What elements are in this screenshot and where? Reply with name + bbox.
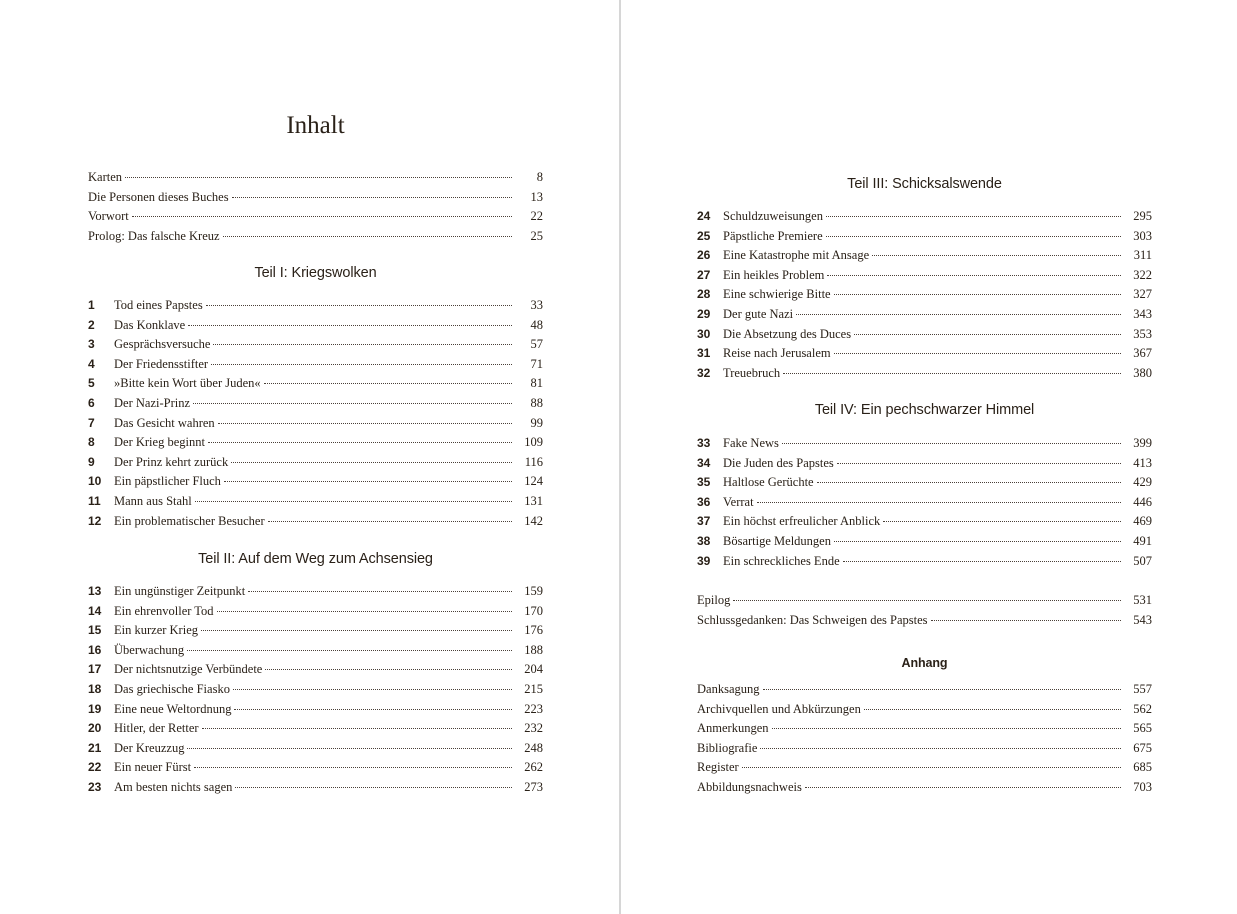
dot-leader xyxy=(234,709,512,710)
part-1-heading: Teil I: Kriegswolken xyxy=(254,265,377,281)
dot-leader xyxy=(782,443,1121,444)
dot-leader xyxy=(826,216,1121,217)
entry-title: Der Kreuzzug xyxy=(114,740,185,755)
page-number: 142 xyxy=(524,513,543,528)
entry-title: Karten xyxy=(88,170,123,184)
entry-title: Vorwort xyxy=(88,209,129,224)
dot-leader xyxy=(224,481,512,482)
page-number: 8 xyxy=(536,170,543,184)
entry-title: Register xyxy=(697,760,739,775)
dot-leader xyxy=(826,236,1121,237)
toc-entry xyxy=(697,207,1152,227)
chapter-number: 12 xyxy=(88,513,102,528)
chapter-number: 16 xyxy=(88,642,102,657)
page-number: 413 xyxy=(1133,455,1152,470)
page-number: 25 xyxy=(530,228,543,243)
entry-title: Ein schreckliches Ende xyxy=(723,553,840,568)
entry-title: Abbildungsnachweis xyxy=(697,779,802,794)
dot-leader xyxy=(834,353,1121,354)
toc-entry xyxy=(697,552,1152,572)
entry-title: Hitler, der Retter xyxy=(114,721,199,736)
dot-leader xyxy=(213,344,512,345)
entry-title: »Bitte kein Wort über Juden« xyxy=(114,376,261,391)
dot-leader xyxy=(854,334,1121,335)
entry-title: Epilog xyxy=(697,593,731,607)
page-number: 380 xyxy=(1133,365,1152,380)
part-3-chapter-list xyxy=(697,207,1152,383)
chapter-number: 24 xyxy=(697,209,711,223)
dot-leader xyxy=(217,611,512,612)
toc-entry xyxy=(88,778,543,798)
toc-entry xyxy=(697,532,1152,552)
dot-leader xyxy=(843,561,1121,562)
part-1-chapter-list xyxy=(88,296,543,531)
part-4-heading: Teil IV: Ein pechschwarzer Himmel xyxy=(814,402,1035,418)
toc-entry xyxy=(88,512,543,532)
page-number: 367 xyxy=(1133,346,1152,361)
toc-entry xyxy=(697,285,1152,305)
entry-title: Eine neue Weltordnung xyxy=(114,701,232,716)
dot-leader xyxy=(232,197,512,198)
entry-title: Treuebruch xyxy=(723,365,781,380)
page-number: 204 xyxy=(524,662,543,677)
page-number: 176 xyxy=(524,623,543,638)
toc-entry xyxy=(697,719,1152,739)
entry-title: Schlussgedanken: Das Schweigen des Papstes xyxy=(697,612,928,627)
dot-leader xyxy=(231,462,512,463)
toc-entry xyxy=(88,660,543,680)
chapter-number: 8 xyxy=(88,435,95,450)
dot-leader xyxy=(827,275,1121,276)
entry-title: Ein kurzer Krieg xyxy=(114,623,198,638)
page-number: 124 xyxy=(524,474,543,489)
entry-title: Der Nazi-Prinz xyxy=(114,395,191,410)
page-number: 429 xyxy=(1133,475,1152,490)
chapter-number: 10 xyxy=(88,474,102,489)
entry-title: Schuldzuweisungen xyxy=(723,209,823,223)
entry-title: Ein päpstlicher Fluch xyxy=(114,474,221,489)
dot-leader xyxy=(233,689,512,690)
toc-entry xyxy=(697,591,1152,611)
toc-entry xyxy=(697,493,1152,513)
toc-entry xyxy=(88,680,543,700)
page-number: 109 xyxy=(524,435,543,450)
page-number: 531 xyxy=(1133,593,1152,607)
page-number: 131 xyxy=(524,493,543,508)
dot-leader xyxy=(235,787,512,788)
page-number: 57 xyxy=(530,337,543,352)
chapter-number: 4 xyxy=(88,356,95,371)
page-number: 685 xyxy=(1133,760,1152,775)
chapter-number: 17 xyxy=(88,662,102,677)
toc-entry xyxy=(88,472,543,492)
page-number: 557 xyxy=(1133,682,1152,696)
toc-entry xyxy=(697,758,1152,778)
entry-title: Tod eines Papstes xyxy=(114,298,203,312)
dot-leader xyxy=(817,482,1121,483)
chapter-number: 9 xyxy=(88,454,95,469)
toc-entry xyxy=(88,492,543,512)
front-matter-list xyxy=(88,168,543,246)
dot-leader xyxy=(132,216,512,217)
dot-leader xyxy=(211,364,512,365)
book-spine xyxy=(619,0,621,914)
dot-leader xyxy=(772,728,1121,729)
dot-leader xyxy=(206,305,512,306)
chapter-number: 32 xyxy=(697,365,711,380)
entry-title: Fake News xyxy=(723,436,779,450)
entry-title: Die Absetzung des Duces xyxy=(723,326,852,341)
entry-title: Ein höchst erfreulicher Anblick xyxy=(723,514,881,529)
dot-leader xyxy=(223,236,512,237)
chapter-number: 14 xyxy=(88,603,102,618)
entry-title: Eine Katastrophe mit Ansage xyxy=(723,248,870,263)
dot-leader xyxy=(187,748,512,749)
chapter-number: 39 xyxy=(697,553,711,568)
entry-title: Das Konklave xyxy=(114,317,186,332)
toc-entry xyxy=(697,611,1152,631)
chapter-number: 21 xyxy=(88,740,102,755)
dot-leader xyxy=(208,442,512,443)
dot-leader xyxy=(872,255,1121,256)
part-3-heading: Teil III: Schicksalswende xyxy=(847,176,1002,192)
chapter-number: 31 xyxy=(697,346,711,361)
toc-entry xyxy=(88,394,543,414)
page-number: 262 xyxy=(524,760,543,775)
chapter-number: 28 xyxy=(697,287,711,302)
dot-leader xyxy=(796,314,1121,315)
chapter-number: 6 xyxy=(88,395,95,410)
chapter-number: 37 xyxy=(697,514,711,529)
dot-leader xyxy=(931,620,1121,621)
chapter-number: 20 xyxy=(88,721,102,736)
page-number: 116 xyxy=(524,454,543,469)
page-number: 71 xyxy=(530,356,543,371)
toc-entry xyxy=(88,739,543,759)
toc-entry xyxy=(697,344,1152,364)
dot-leader xyxy=(733,600,1121,601)
entry-title: Eine schwierige Bitte xyxy=(723,287,831,302)
page-number: 311 xyxy=(1133,248,1152,263)
chapter-number: 38 xyxy=(697,533,711,548)
toc-entry xyxy=(697,512,1152,532)
appendix-heading: Anhang xyxy=(901,656,948,670)
toc-entry xyxy=(88,602,543,622)
entry-title: Bibliografie xyxy=(697,740,758,755)
dot-leader xyxy=(265,669,512,670)
page-number: 562 xyxy=(1133,701,1152,716)
entry-title: Danksagung xyxy=(697,682,760,696)
toc-entry xyxy=(88,168,543,188)
page-number: 13 xyxy=(530,189,543,204)
page-number: 22 xyxy=(530,209,543,224)
dot-leader xyxy=(763,689,1122,690)
chapter-number: 11 xyxy=(88,493,101,508)
dot-leader xyxy=(834,294,1121,295)
entry-title: Die Juden des Papstes xyxy=(723,455,834,470)
entry-title: Der gute Nazi xyxy=(723,306,794,321)
entry-title: Mann aus Stahl xyxy=(114,493,192,508)
dot-leader xyxy=(188,325,512,326)
page-number: 303 xyxy=(1133,228,1152,243)
page-number: 81 xyxy=(530,376,543,391)
entry-title: Bösartige Meldungen xyxy=(723,533,831,548)
page-number: 675 xyxy=(1133,740,1152,755)
toc-entry xyxy=(697,305,1152,325)
entry-title: Ein problematischer Besucher xyxy=(114,513,265,528)
chapter-number: 3 xyxy=(88,337,95,352)
dot-leader xyxy=(742,767,1121,768)
end-matter-list xyxy=(697,591,1152,630)
page-number: 273 xyxy=(524,779,543,794)
page-number: 446 xyxy=(1133,494,1152,509)
toc-entry xyxy=(697,227,1152,247)
chapter-number: 30 xyxy=(697,326,711,341)
entry-title: Päpstliche Premiere xyxy=(723,228,823,243)
dot-leader xyxy=(864,709,1121,710)
page-title: Inhalt xyxy=(286,112,345,139)
dot-leader xyxy=(195,501,512,502)
toc-entry xyxy=(88,641,543,661)
dot-leader xyxy=(248,591,512,592)
entry-title: Der Krieg beginnt xyxy=(114,435,205,450)
dot-leader xyxy=(187,650,512,651)
dot-leader xyxy=(125,177,512,178)
entry-title: Am besten nichts sagen xyxy=(114,779,233,794)
toc-entry xyxy=(697,325,1152,345)
toc-entry xyxy=(88,433,543,453)
entry-title: Das Gesicht wahren xyxy=(114,415,215,430)
entry-title: Verrat xyxy=(723,494,754,509)
toc-entry xyxy=(88,227,543,247)
entry-title: Das griechische Fiasko xyxy=(114,681,230,696)
page-number: 507 xyxy=(1133,553,1152,568)
toc-entry xyxy=(88,453,543,473)
chapter-number: 7 xyxy=(88,415,95,430)
entry-title: Haltlose Gerüchte xyxy=(723,475,814,490)
entry-title: Die Personen dieses Buches xyxy=(88,189,229,204)
entry-title: Ein ehrenvoller Tod xyxy=(114,603,214,618)
dot-leader xyxy=(760,748,1121,749)
entry-title: Der Prinz kehrt zurück xyxy=(114,454,229,469)
page-number: 33 xyxy=(530,298,543,312)
toc-entry xyxy=(697,778,1152,798)
entry-title: Ein ungünstiger Zeitpunkt xyxy=(114,584,246,598)
dot-leader xyxy=(883,521,1121,522)
toc-entry xyxy=(697,700,1152,720)
toc-entry xyxy=(88,335,543,355)
page-number: 99 xyxy=(530,415,543,430)
part-2-chapter-list xyxy=(88,582,543,798)
toc-entry xyxy=(697,739,1152,759)
toc-entry xyxy=(88,355,543,375)
dot-leader xyxy=(218,423,512,424)
page-number: 353 xyxy=(1133,326,1152,341)
dot-leader xyxy=(264,383,512,384)
chapter-number: 34 xyxy=(697,455,711,470)
dot-leader xyxy=(805,787,1121,788)
dot-leader xyxy=(834,541,1121,542)
toc-entry xyxy=(88,719,543,739)
chapter-number: 25 xyxy=(697,228,711,243)
page-number: 215 xyxy=(524,681,543,696)
dot-leader xyxy=(201,630,512,631)
entry-title: Reise nach Jerusalem xyxy=(723,346,831,361)
page-number: 565 xyxy=(1133,721,1152,736)
entry-title: Prolog: Das falsche Kreuz xyxy=(88,228,220,243)
appendix-list xyxy=(697,680,1152,798)
page-number: 232 xyxy=(524,721,543,736)
entry-title: Überwachung xyxy=(114,642,185,657)
entry-title: Archivquellen und Abkürzungen xyxy=(697,701,861,716)
toc-entry xyxy=(697,454,1152,474)
chapter-number: 18 xyxy=(88,681,102,696)
chapter-number: 13 xyxy=(88,584,102,598)
toc-entry xyxy=(88,316,543,336)
dot-leader xyxy=(202,728,512,729)
dot-leader xyxy=(194,767,512,768)
toc-entry xyxy=(88,582,543,602)
toc-entry xyxy=(88,374,543,394)
chapter-number: 26 xyxy=(697,248,711,263)
chapter-number: 19 xyxy=(88,701,102,716)
toc-entry xyxy=(697,266,1152,286)
toc-entry xyxy=(697,434,1152,454)
page-number: 322 xyxy=(1133,267,1152,282)
chapter-number: 35 xyxy=(697,475,711,490)
page-number: 248 xyxy=(524,740,543,755)
page-number: 491 xyxy=(1133,533,1152,548)
page-number: 543 xyxy=(1133,612,1152,627)
toc-entry xyxy=(697,680,1152,700)
toc-entry xyxy=(88,188,543,208)
toc-entry xyxy=(88,700,543,720)
entry-title: Ein neuer Fürst xyxy=(114,760,192,775)
toc-entry xyxy=(88,207,543,227)
chapter-number: 22 xyxy=(88,760,102,775)
toc-entry xyxy=(88,414,543,434)
chapter-number: 33 xyxy=(697,436,711,450)
chapter-number: 23 xyxy=(88,779,102,794)
chapter-number: 29 xyxy=(697,306,711,321)
entry-title: Gesprächsversuche xyxy=(114,337,211,352)
page-number: 469 xyxy=(1133,514,1152,529)
chapter-number: 1 xyxy=(88,298,95,312)
page-number: 88 xyxy=(530,395,543,410)
page-number: 399 xyxy=(1133,436,1152,450)
dot-leader xyxy=(268,521,512,522)
chapter-number: 15 xyxy=(88,623,102,638)
dot-leader xyxy=(783,373,1121,374)
entry-title: Der nichtsnutzige Verbündete xyxy=(114,662,263,677)
page-number: 170 xyxy=(524,603,543,618)
chapter-number: 27 xyxy=(697,267,711,282)
page-number: 703 xyxy=(1133,779,1152,794)
part-2-heading: Teil II: Auf dem Weg zum Achsensieg xyxy=(198,551,433,567)
entry-title: Ein heikles Problem xyxy=(723,267,825,282)
page-number: 188 xyxy=(524,642,543,657)
part-4-chapter-list xyxy=(697,434,1152,571)
chapter-number: 5 xyxy=(88,376,95,391)
entry-title: Anmerkungen xyxy=(697,721,769,736)
chapter-number: 2 xyxy=(88,317,95,332)
toc-entry xyxy=(697,473,1152,493)
toc-entry xyxy=(88,758,543,778)
toc-entry xyxy=(88,621,543,641)
page-number: 327 xyxy=(1133,287,1152,302)
toc-entry xyxy=(88,296,543,316)
chapter-number: 36 xyxy=(697,494,711,509)
toc-entry xyxy=(697,364,1152,384)
page-number: 295 xyxy=(1133,209,1152,223)
page-number: 159 xyxy=(524,584,543,598)
page-number: 343 xyxy=(1133,306,1152,321)
toc-entry xyxy=(697,246,1152,266)
dot-leader xyxy=(837,463,1121,464)
page-number: 48 xyxy=(530,317,543,332)
dot-leader xyxy=(757,502,1121,503)
dot-leader xyxy=(193,403,512,404)
entry-title: Der Friedensstifter xyxy=(114,356,209,371)
page-number: 223 xyxy=(524,701,543,716)
